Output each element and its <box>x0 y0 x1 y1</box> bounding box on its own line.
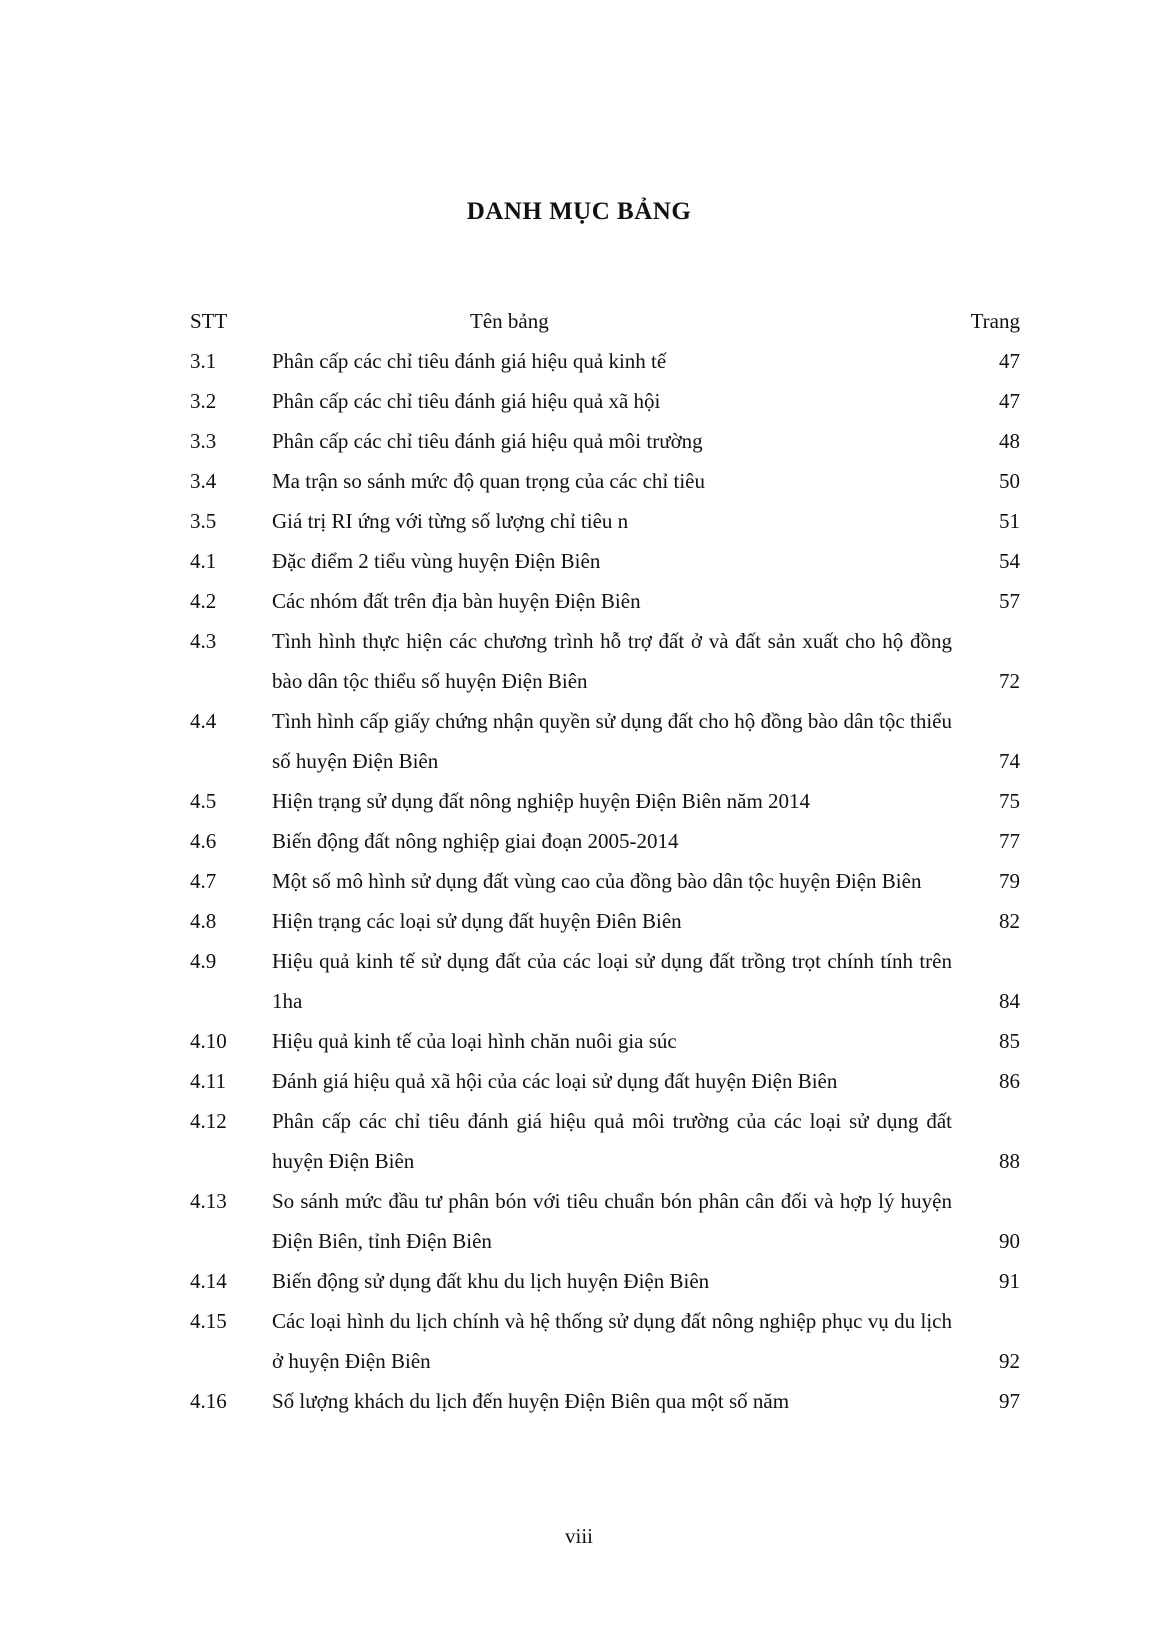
item-title: Số lượng khách du lịch đến huyện Điện Biên qua một số năm <box>272 1389 790 1413</box>
item-title: Các nhóm đất trên địa bàn huyện Điện Biên <box>272 589 641 613</box>
item-stt: 4.16 <box>190 1389 227 1413</box>
item-page: 86 <box>999 1069 1020 1093</box>
item-stt: 4.4 <box>190 709 217 733</box>
item-title: Tình hình cấp giấy chứng nhận quyền sử dụng đất cho hộ đồng bào dân tộc thiểu số huyện Điện Biên <box>272 709 952 773</box>
item-stt: 4.7 <box>190 869 217 893</box>
item-stt: 4.3 <box>190 629 217 653</box>
item-title: Hiệu quả kinh tế sử dụng đất của các loại sử dụng đất trồng trọt chính tính trên 1ha <box>272 949 952 1013</box>
item-page: 97 <box>999 1389 1020 1413</box>
item-page: 82 <box>999 909 1020 933</box>
item-title: Phân cấp các chỉ tiêu đánh giá hiệu quả xã hội <box>272 389 661 413</box>
list-item <box>190 541 1020 581</box>
item-page: 50 <box>999 469 1020 493</box>
item-title: Phân cấp các chỉ tiêu đánh giá hiệu quả môi trường của các loại sử dụng đất huyện Điện Biên <box>272 1109 952 1173</box>
list-item <box>190 1021 1020 1061</box>
list-item <box>190 621 1020 701</box>
list-item <box>190 421 1020 461</box>
item-page: 75 <box>999 789 1020 813</box>
item-page: 77 <box>999 829 1020 853</box>
item-page: 48 <box>999 429 1020 453</box>
item-page: 85 <box>999 1029 1020 1053</box>
item-page: 51 <box>999 509 1020 533</box>
list-item <box>190 701 1020 781</box>
list-item <box>190 1181 1020 1261</box>
item-page: 91 <box>999 1269 1020 1293</box>
header-name: Tên bảng <box>470 309 549 333</box>
list-item <box>190 901 1020 941</box>
item-title: Đặc điểm 2 tiểu vùng huyện Điện Biên <box>272 549 601 573</box>
item-stt: 4.10 <box>190 1029 227 1053</box>
item-stt: 3.4 <box>190 469 217 493</box>
item-stt: 4.14 <box>190 1269 227 1293</box>
item-stt: 4.5 <box>190 789 217 813</box>
list-item <box>190 501 1020 541</box>
item-page: 79 <box>999 869 1020 893</box>
item-title: Hiện trạng sử dụng đất nông nghiệp huyện Điện Biên năm 2014 <box>272 789 811 813</box>
item-page: 84 <box>999 989 1020 1013</box>
list-item <box>190 1381 1020 1421</box>
item-page: 54 <box>999 549 1020 573</box>
item-page: 90 <box>999 1229 1020 1253</box>
list-item <box>190 1301 1020 1381</box>
list-item <box>190 461 1020 501</box>
item-title: So sánh mức đầu tư phân bón với tiêu chuẩn bón phân cân đối và hợp lý huyện Điện Biên, tỉnh Điện Biên <box>272 1189 952 1253</box>
item-page: 57 <box>999 589 1020 613</box>
item-stt: 3.2 <box>190 389 217 413</box>
item-title: Hiệu quả kinh tế của loại hình chăn nuôi gia súc <box>272 1029 677 1053</box>
list-item <box>190 781 1020 821</box>
item-title: Phân cấp các chỉ tiêu đánh giá hiệu quả môi trường <box>272 429 703 453</box>
list-item <box>190 821 1020 861</box>
item-stt: 4.1 <box>190 549 217 573</box>
item-page: 92 <box>999 1349 1020 1373</box>
header-page: Trang <box>970 309 1020 333</box>
item-title: Một số mô hình sử dụng đất vùng cao của đồng bào dân tộc huyện Điện Biên <box>272 869 922 893</box>
item-page: 47 <box>999 389 1020 413</box>
item-stt: 3.1 <box>190 349 217 373</box>
list-item <box>190 381 1020 421</box>
list-item <box>190 861 1020 901</box>
item-stt: 3.3 <box>190 429 217 453</box>
item-page: 72 <box>999 669 1020 693</box>
item-stt: 4.12 <box>190 1109 227 1133</box>
item-title: Ma trận so sánh mức độ quan trọng của các chỉ tiêu <box>272 469 705 493</box>
list-item <box>190 341 1020 381</box>
item-title: Phân cấp các chỉ tiêu đánh giá hiệu quả kinh tế <box>272 349 667 373</box>
list-item <box>190 941 1020 1021</box>
item-page: 88 <box>999 1149 1020 1173</box>
item-stt: 4.11 <box>190 1069 226 1093</box>
item-page: 74 <box>999 749 1020 773</box>
item-stt: 4.15 <box>190 1309 227 1333</box>
list-item <box>190 581 1020 621</box>
item-stt: 4.13 <box>190 1189 227 1213</box>
item-stt: 4.2 <box>190 589 217 613</box>
item-title: Các loại hình du lịch chính và hệ thống sử dụng đất nông nghiệp phục vụ du lịch ở huyện Điện Biên <box>272 1309 952 1373</box>
table-list <box>190 301 1020 1421</box>
item-title: Tình hình thực hiện các chương trình hỗ trợ đất ở và đất sản xuất cho hộ đồng bào dân tộc thiểu số huyện Điện Biên <box>272 629 952 693</box>
table-list-rows <box>190 341 1020 1421</box>
page-number: viii <box>564 1524 593 1548</box>
item-stt: 4.6 <box>190 829 217 853</box>
item-title: Đánh giá hiệu quả xã hội của các loại sử dụng đất huyện Điện Biên <box>272 1069 838 1093</box>
item-stt: 4.8 <box>190 909 217 933</box>
item-title: Biến động sử dụng đất khu du lịch huyện Điện Biên <box>272 1269 710 1293</box>
header-stt: STT <box>190 309 228 333</box>
page-title: DANH MỤC BẢNG <box>466 198 692 225</box>
item-page: 47 <box>999 349 1020 373</box>
list-item <box>190 1261 1020 1301</box>
item-title: Giá trị RI ứng với từng số lượng chỉ tiêu n <box>272 509 629 533</box>
item-stt: 3.5 <box>190 509 217 533</box>
list-item <box>190 1061 1020 1101</box>
item-title: Biến động đất nông nghiệp giai đoạn 2005-2014 <box>272 829 679 853</box>
list-item <box>190 1101 1020 1181</box>
item-stt: 4.9 <box>190 949 217 973</box>
item-title: Hiện trạng các loại sử dụng đất huyện Điên Biên <box>272 909 682 933</box>
table-list-header <box>190 301 1020 341</box>
